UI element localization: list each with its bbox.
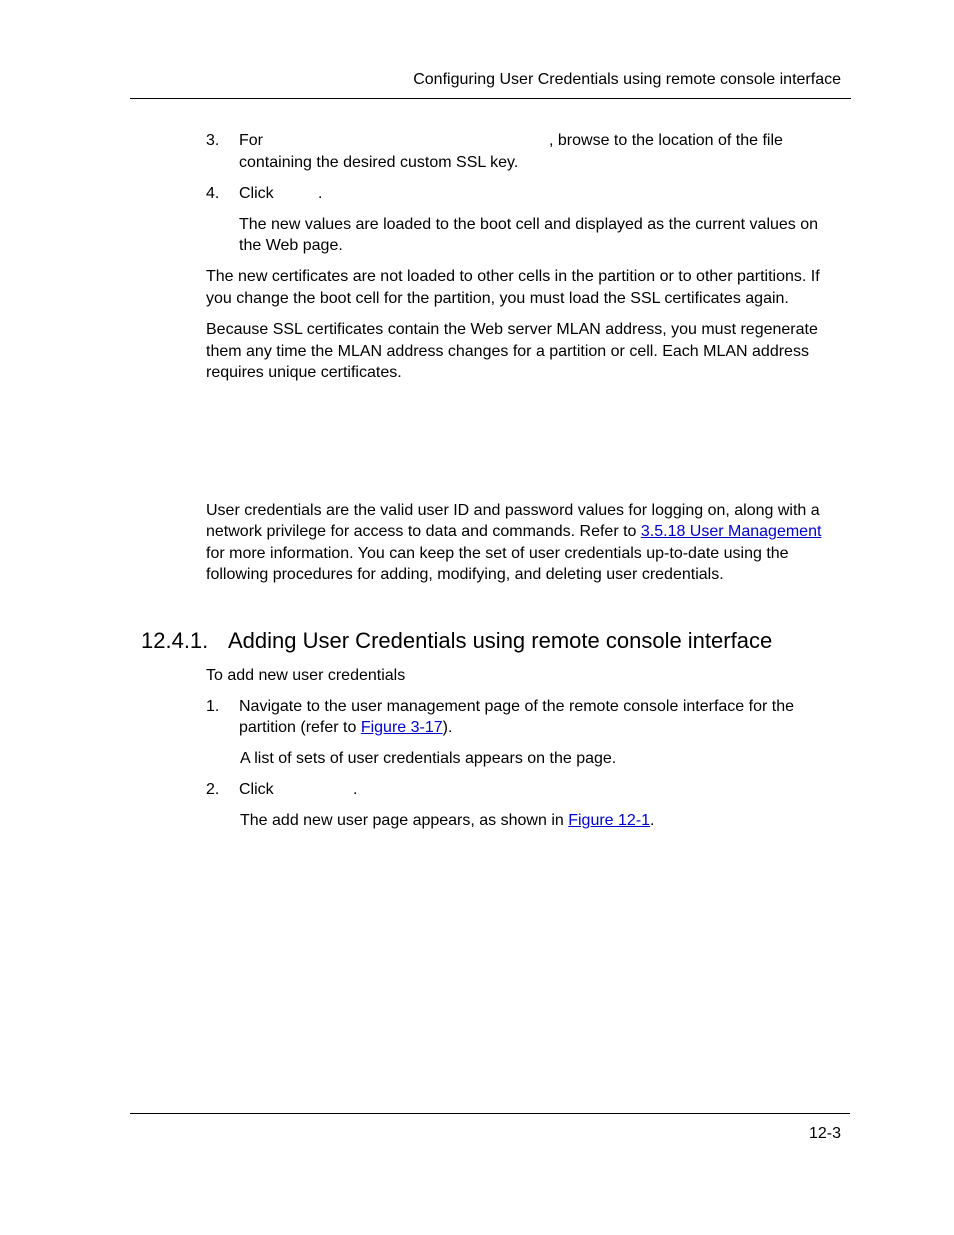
- step-2-result: [240, 811, 655, 831]
- step-4-result-line1: The new values are loaded to the boot cell and displayed as the current values on: [239, 216, 819, 233]
- figure-3-17-link[interactable]: Figure 3-17: [360, 719, 443, 736]
- step-4-number: 4.: [206, 185, 220, 202]
- user-paragraph-line2: [206, 522, 821, 542]
- step-1-number: 1.: [206, 698, 220, 715]
- step-1-text-line2-end: ).: [442, 719, 453, 736]
- step-2-period: .: [353, 781, 358, 798]
- step-3-text-end: , browse to the location of the file: [549, 132, 783, 149]
- user-paragraph-line1: User credentials are the valid user ID and password values for logging on, along with a: [206, 502, 820, 519]
- step-1-text-line1: Navigate to the user management page of the remote console interface for the: [239, 698, 794, 715]
- step-2-number: 2.: [206, 781, 220, 798]
- cert-paragraph-line1: The new certificates are not loaded to other cells in the partition or to other partitions. If: [206, 268, 820, 285]
- user-paragraph-line3: for more information. You can keep the set of user credentials up-to-date using the: [206, 545, 789, 562]
- ssl-paragraph-line3: requires unique certificates.: [206, 364, 402, 381]
- step-4-result-line2: the Web page.: [239, 237, 343, 254]
- header-rule: [130, 98, 851, 99]
- user-paragraph-line2-text: network privilege for access to data and commands. Refer to: [206, 523, 641, 540]
- page-number: 12-3: [808, 1125, 841, 1142]
- ssl-paragraph-line1: Because SSL certificates contain the Web server MLAN address, you must regenerate: [206, 321, 818, 338]
- ssl-paragraph-line2: them any time the MLAN address changes for a partition or cell. Each MLAN address: [206, 343, 809, 360]
- step-1-text-line2: [239, 718, 452, 738]
- step-3-text-line2: containing the desired custom SSL key.: [239, 154, 519, 171]
- step-2-result-end: .: [650, 812, 655, 829]
- step-2-click-label: Click: [239, 781, 274, 798]
- figure-12-1-link[interactable]: Figure 12-1: [568, 812, 651, 829]
- section-title: Adding User Credentials using remote console interface: [228, 628, 773, 653]
- step-3-number: 3.: [206, 132, 220, 149]
- user-paragraph-line4: following procedures for adding, modifying, and deleting user credentials.: [206, 566, 724, 583]
- step-2-result-text: The add new user page appears, as shown in: [240, 812, 569, 829]
- footer-rule: [130, 1113, 850, 1114]
- step-4-click-label: Click: [239, 185, 274, 202]
- step-1-text-line2-start: partition (refer to: [239, 719, 361, 736]
- user-management-link[interactable]: 3.5.18 User Management: [640, 523, 822, 540]
- step-1-result: A list of sets of user credentials appears on the page.: [240, 750, 617, 767]
- running-header: Configuring User Credentials using remote console interface: [413, 71, 841, 88]
- step-3-text-start: For: [239, 132, 263, 149]
- section-number: 12.4.1.: [141, 628, 209, 653]
- procedure-intro: To add new user credentials: [206, 667, 406, 684]
- step-4-period: .: [318, 185, 323, 202]
- cert-paragraph-line2: you change the boot cell for the partition, you must load the SSL certificates again.: [206, 290, 789, 307]
